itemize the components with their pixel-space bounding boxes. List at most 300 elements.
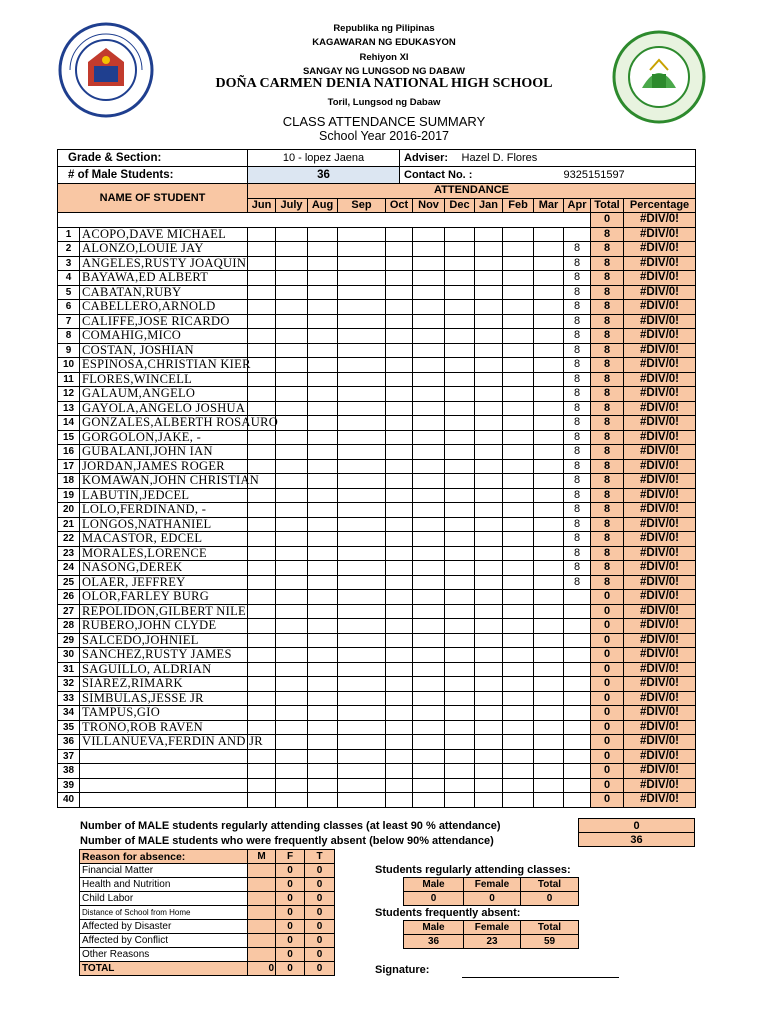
row-number: 13 xyxy=(58,401,80,416)
month-cell xyxy=(413,590,445,605)
row-total: 0 xyxy=(591,677,624,692)
month-cell xyxy=(534,271,564,286)
reason-row xyxy=(80,864,335,878)
month-cell xyxy=(338,285,386,300)
row-total: 8 xyxy=(591,503,624,518)
row-percentage: #DIV/0! xyxy=(624,314,696,329)
month-cell xyxy=(475,358,503,373)
regular-box-table xyxy=(403,877,579,906)
month-cell xyxy=(386,619,413,634)
row-total: 0 xyxy=(591,793,624,808)
month-cell xyxy=(338,604,386,619)
month-cell xyxy=(445,590,475,605)
signature-line[interactable] xyxy=(462,977,619,978)
student-name: OLAER, JEFFREY xyxy=(80,575,248,590)
reason-label: Health and Nutrition xyxy=(80,878,248,892)
header-department: KAGAWARAN NG EDUKASYON xyxy=(312,37,456,48)
month-cell xyxy=(445,677,475,692)
table-row xyxy=(58,619,696,634)
month-cell xyxy=(445,648,475,663)
student-name: SAGUILLO, ALDRIAN xyxy=(80,662,248,677)
month-cell xyxy=(276,662,308,677)
row-number: 10 xyxy=(58,358,80,373)
reason-total-f: 0 xyxy=(276,962,305,976)
row-total: 8 xyxy=(591,227,624,242)
row-percentage: #DIV/0! xyxy=(624,517,696,532)
month-cell xyxy=(413,459,445,474)
table-row xyxy=(58,706,696,721)
table-row xyxy=(58,590,696,605)
reason-m xyxy=(248,892,276,906)
month-cell xyxy=(276,546,308,561)
row-total: 0 xyxy=(591,778,624,793)
month-cell xyxy=(503,227,534,242)
contact-label: Contact No. : xyxy=(400,167,454,184)
month-cell xyxy=(248,329,276,344)
month-cell xyxy=(386,474,413,489)
row-percentage: #DIV/0! xyxy=(624,590,696,605)
apr-cell: 8 xyxy=(564,329,591,344)
month-cell xyxy=(308,459,338,474)
month-cell xyxy=(276,561,308,576)
table-row xyxy=(58,793,696,808)
student-name: CALIFFE,JOSE RICARDO xyxy=(80,314,248,329)
month-cell xyxy=(308,648,338,663)
row-total: 8 xyxy=(591,474,624,489)
month-cell xyxy=(276,372,308,387)
month-cell xyxy=(475,387,503,402)
row-total: 8 xyxy=(591,372,624,387)
month-cell xyxy=(308,445,338,460)
row-number: 21 xyxy=(58,517,80,532)
month-cell xyxy=(534,561,564,576)
month-cell xyxy=(534,677,564,692)
month-cell xyxy=(338,329,386,344)
month-cell xyxy=(475,677,503,692)
month-cell xyxy=(534,604,564,619)
reason-m xyxy=(248,906,276,920)
month-cell xyxy=(276,314,308,329)
apr-cell: 8 xyxy=(564,430,591,445)
month-cell xyxy=(248,764,276,779)
month-cell xyxy=(276,227,308,242)
table-row xyxy=(58,242,696,257)
row-total: 0 xyxy=(591,633,624,648)
row-total: 8 xyxy=(591,387,624,402)
month-cell xyxy=(503,532,534,547)
month-cell xyxy=(475,590,503,605)
row-percentage: #DIV/0! xyxy=(624,764,696,779)
month-cell xyxy=(248,285,276,300)
month-cell xyxy=(386,590,413,605)
month-cell xyxy=(248,387,276,402)
row-number: 25 xyxy=(58,575,80,590)
month-cell xyxy=(248,300,276,315)
reason-m xyxy=(248,864,276,878)
month-cell xyxy=(413,503,445,518)
student-name xyxy=(80,778,248,793)
reason-row xyxy=(80,920,335,934)
student-name xyxy=(80,764,248,779)
apr-cell: 8 xyxy=(564,546,591,561)
row-total: 0 xyxy=(591,706,624,721)
month-cell xyxy=(308,793,338,808)
month-cell xyxy=(534,517,564,532)
month-cell xyxy=(445,430,475,445)
month-cell xyxy=(503,590,534,605)
month-cell xyxy=(276,445,308,460)
month-cell xyxy=(413,372,445,387)
adviser-value: Hazel D. Flores xyxy=(454,150,696,167)
month-cell xyxy=(413,735,445,750)
month-cell xyxy=(413,677,445,692)
student-name: GORGOLON,JAKE, - xyxy=(80,430,248,445)
blank-header-row xyxy=(58,213,591,228)
month-cell xyxy=(475,517,503,532)
month-cell xyxy=(445,720,475,735)
month-cell xyxy=(475,242,503,257)
apr-cell: 8 xyxy=(564,256,591,271)
month-cell xyxy=(276,242,308,257)
month-cell xyxy=(445,691,475,706)
student-name: BAYAWA,ED ALBERT xyxy=(80,271,248,286)
month-cell xyxy=(475,401,503,416)
row-percentage: #DIV/0! xyxy=(624,633,696,648)
month-cell xyxy=(308,372,338,387)
month-cell xyxy=(503,764,534,779)
month-cell xyxy=(413,343,445,358)
month-cell xyxy=(475,503,503,518)
month-cell xyxy=(475,619,503,634)
month-cell xyxy=(308,401,338,416)
absent-box-title: Students frequently absent: xyxy=(375,907,521,919)
student-name: TAMPUS,GIO xyxy=(80,706,248,721)
month-header: Sep xyxy=(338,198,386,213)
month-cell xyxy=(475,459,503,474)
student-name: GUBALANI,JOHN IAN xyxy=(80,445,248,460)
row-total: 0 xyxy=(591,590,624,605)
apr-cell: 8 xyxy=(564,372,591,387)
month-cell xyxy=(276,401,308,416)
month-cell xyxy=(534,633,564,648)
month-cell xyxy=(475,329,503,344)
row-total: 8 xyxy=(591,256,624,271)
month-cell xyxy=(503,561,534,576)
month-cell xyxy=(248,662,276,677)
name-of-student-header: NAME OF STUDENT xyxy=(58,184,248,213)
month-cell xyxy=(308,619,338,634)
month-cell xyxy=(308,706,338,721)
table-row xyxy=(58,735,696,750)
row-number: 2 xyxy=(58,242,80,257)
row-total: 8 xyxy=(591,416,624,431)
student-name: SIMBULAS,JESSE JR xyxy=(80,691,248,706)
row-number: 6 xyxy=(58,300,80,315)
month-cell xyxy=(386,720,413,735)
month-cell xyxy=(248,575,276,590)
table-row xyxy=(58,314,696,329)
row-number: 4 xyxy=(58,271,80,286)
month-cell xyxy=(475,372,503,387)
month-cell xyxy=(475,561,503,576)
apr-cell: 8 xyxy=(564,459,591,474)
month-cell xyxy=(445,358,475,373)
month-cell xyxy=(276,488,308,503)
month-cell xyxy=(534,314,564,329)
month-cell xyxy=(386,517,413,532)
month-cell xyxy=(308,691,338,706)
month-cell xyxy=(445,503,475,518)
month-cell xyxy=(503,604,534,619)
month-cell xyxy=(475,416,503,431)
row-percentage: #DIV/0! xyxy=(624,358,696,373)
month-cell xyxy=(534,590,564,605)
table-row xyxy=(58,532,696,547)
month-cell xyxy=(445,662,475,677)
row-number: 24 xyxy=(58,561,80,576)
reason-row xyxy=(80,878,335,892)
month-cell xyxy=(386,314,413,329)
apr-cell: 8 xyxy=(564,271,591,286)
row-total: 8 xyxy=(591,314,624,329)
apr-cell xyxy=(564,691,591,706)
row-total: 8 xyxy=(591,459,624,474)
month-cell xyxy=(276,387,308,402)
row-percentage: #DIV/0! xyxy=(624,401,696,416)
row-number: 17 xyxy=(58,459,80,474)
month-cell xyxy=(386,648,413,663)
month-cell xyxy=(445,546,475,561)
month-header: Oct xyxy=(386,198,413,213)
row-total: 8 xyxy=(591,242,624,257)
month-cell xyxy=(248,358,276,373)
month-cell xyxy=(308,561,338,576)
student-name: NASONG,DEREK xyxy=(80,561,248,576)
month-cell xyxy=(445,459,475,474)
row-percentage: #DIV/0! xyxy=(624,242,696,257)
month-cell xyxy=(534,227,564,242)
table-row xyxy=(58,401,696,416)
month-cell xyxy=(338,488,386,503)
month-cell xyxy=(308,503,338,518)
month-cell xyxy=(248,459,276,474)
month-cell xyxy=(413,546,445,561)
month-cell xyxy=(534,329,564,344)
reason-t: 0 xyxy=(305,892,335,906)
month-cell xyxy=(276,735,308,750)
row-number: 20 xyxy=(58,503,80,518)
month-cell xyxy=(503,372,534,387)
month-cell xyxy=(308,517,338,532)
month-cell xyxy=(534,358,564,373)
apr-cell: 8 xyxy=(564,242,591,257)
month-cell xyxy=(534,372,564,387)
table-row xyxy=(58,416,696,431)
month-cell xyxy=(413,271,445,286)
month-cell xyxy=(386,488,413,503)
month-cell xyxy=(308,256,338,271)
month-cell xyxy=(276,271,308,286)
row-number: 32 xyxy=(58,677,80,692)
row-total: 0 xyxy=(591,662,624,677)
month-cell xyxy=(248,677,276,692)
month-cell xyxy=(534,474,564,489)
month-cell xyxy=(386,706,413,721)
month-cell xyxy=(503,474,534,489)
table-row xyxy=(58,648,696,663)
month-cell xyxy=(534,662,564,677)
month-cell xyxy=(248,343,276,358)
month-cell xyxy=(276,416,308,431)
month-header: Nov xyxy=(413,198,445,213)
row-number: 16 xyxy=(58,445,80,460)
month-cell xyxy=(413,285,445,300)
month-cell xyxy=(308,720,338,735)
month-cell xyxy=(445,517,475,532)
month-cell xyxy=(308,329,338,344)
row-percentage: #DIV/0! xyxy=(624,459,696,474)
row-total: 8 xyxy=(591,445,624,460)
reason-row xyxy=(80,948,335,962)
apr-cell: 8 xyxy=(564,561,591,576)
month-cell xyxy=(503,749,534,764)
apr-cell xyxy=(564,778,591,793)
month-cell xyxy=(475,300,503,315)
month-cell xyxy=(445,488,475,503)
row-percentage: #DIV/0! xyxy=(624,546,696,561)
absent-col-female: Female xyxy=(464,921,521,935)
month-cell xyxy=(503,503,534,518)
month-cell xyxy=(386,300,413,315)
month-cell xyxy=(413,619,445,634)
month-cell xyxy=(475,445,503,460)
student-name: CABELLERO,ARNOLD xyxy=(80,300,248,315)
month-cell xyxy=(308,662,338,677)
month-cell xyxy=(413,445,445,460)
reason-t: 0 xyxy=(305,934,335,948)
month-cell xyxy=(445,474,475,489)
month-cell xyxy=(308,778,338,793)
month-cell xyxy=(338,445,386,460)
month-cell xyxy=(338,619,386,634)
student-name: CABATAN,RUBY xyxy=(80,285,248,300)
row-percentage: #DIV/0! xyxy=(624,430,696,445)
table-row xyxy=(58,445,696,460)
month-cell xyxy=(413,720,445,735)
month-cell xyxy=(338,633,386,648)
month-cell xyxy=(475,764,503,779)
month-cell xyxy=(338,720,386,735)
month-cell xyxy=(413,662,445,677)
month-cell xyxy=(445,314,475,329)
month-cell xyxy=(386,778,413,793)
table-row xyxy=(58,691,696,706)
row-percentage: #DIV/0! xyxy=(624,749,696,764)
reason-f: 0 xyxy=(276,892,305,906)
month-cell xyxy=(413,430,445,445)
row-number: 33 xyxy=(58,691,80,706)
male-count-value: 36 xyxy=(248,167,400,184)
month-cell xyxy=(248,372,276,387)
table-row xyxy=(58,227,696,242)
row-number: 30 xyxy=(58,648,80,663)
student-name: SALCEDO,JOHNIEL xyxy=(80,633,248,648)
row-total: 0 xyxy=(591,764,624,779)
month-cell xyxy=(503,416,534,431)
month-cell xyxy=(308,227,338,242)
table-row xyxy=(58,488,696,503)
month-cell xyxy=(413,778,445,793)
row-percentage: #DIV/0! xyxy=(624,720,696,735)
row-number: 11 xyxy=(58,372,80,387)
apr-cell: 8 xyxy=(564,416,591,431)
month-cell xyxy=(413,749,445,764)
regular-col-male: Male xyxy=(404,878,464,892)
student-name: MACASTOR, EDCEL xyxy=(80,532,248,547)
attendance-header: ATTENDANCE xyxy=(248,184,696,199)
row-total: 8 xyxy=(591,343,624,358)
month-cell xyxy=(248,778,276,793)
month-cell xyxy=(534,387,564,402)
month-cell xyxy=(445,764,475,779)
apr-cell: 8 xyxy=(564,300,591,315)
reason-total-m: 0 xyxy=(248,962,276,976)
reason-f: 0 xyxy=(276,934,305,948)
month-cell xyxy=(503,793,534,808)
month-cell xyxy=(308,285,338,300)
month-cell xyxy=(445,633,475,648)
month-cell xyxy=(386,256,413,271)
month-cell xyxy=(413,706,445,721)
month-cell xyxy=(248,633,276,648)
month-cell xyxy=(308,343,338,358)
month-header: Mar xyxy=(534,198,564,213)
row-total: 0 xyxy=(591,691,624,706)
month-cell xyxy=(386,401,413,416)
apr-cell: 8 xyxy=(564,343,591,358)
month-cell xyxy=(475,488,503,503)
row-number: 38 xyxy=(58,764,80,779)
reason-label: Other Reasons xyxy=(80,948,248,962)
month-header: Aug xyxy=(308,198,338,213)
header-republic: Republika ng Pilipinas xyxy=(333,23,435,34)
row-percentage: #DIV/0! xyxy=(624,735,696,750)
student-name: TRONO,ROB RAVEN xyxy=(80,720,248,735)
month-cell xyxy=(445,227,475,242)
month-cell xyxy=(338,648,386,663)
reason-label: Affected by Conflict xyxy=(80,934,248,948)
student-name: OLOR,FARLEY BURG xyxy=(80,590,248,605)
table-row xyxy=(58,300,696,315)
month-cell xyxy=(276,648,308,663)
attendance-table xyxy=(57,183,696,808)
row-total: 8 xyxy=(591,546,624,561)
absent-col-male: Male xyxy=(404,921,464,935)
row-number: 15 xyxy=(58,430,80,445)
month-cell xyxy=(386,735,413,750)
row-number: 34 xyxy=(58,706,80,721)
month-cell xyxy=(445,343,475,358)
apr-cell xyxy=(564,735,591,750)
month-cell xyxy=(503,445,534,460)
month-cell xyxy=(413,633,445,648)
month-cell xyxy=(445,575,475,590)
month-header: Apr xyxy=(564,198,591,213)
reason-m xyxy=(248,934,276,948)
row-number: 31 xyxy=(58,662,80,677)
month-cell xyxy=(503,387,534,402)
month-cell xyxy=(386,503,413,518)
